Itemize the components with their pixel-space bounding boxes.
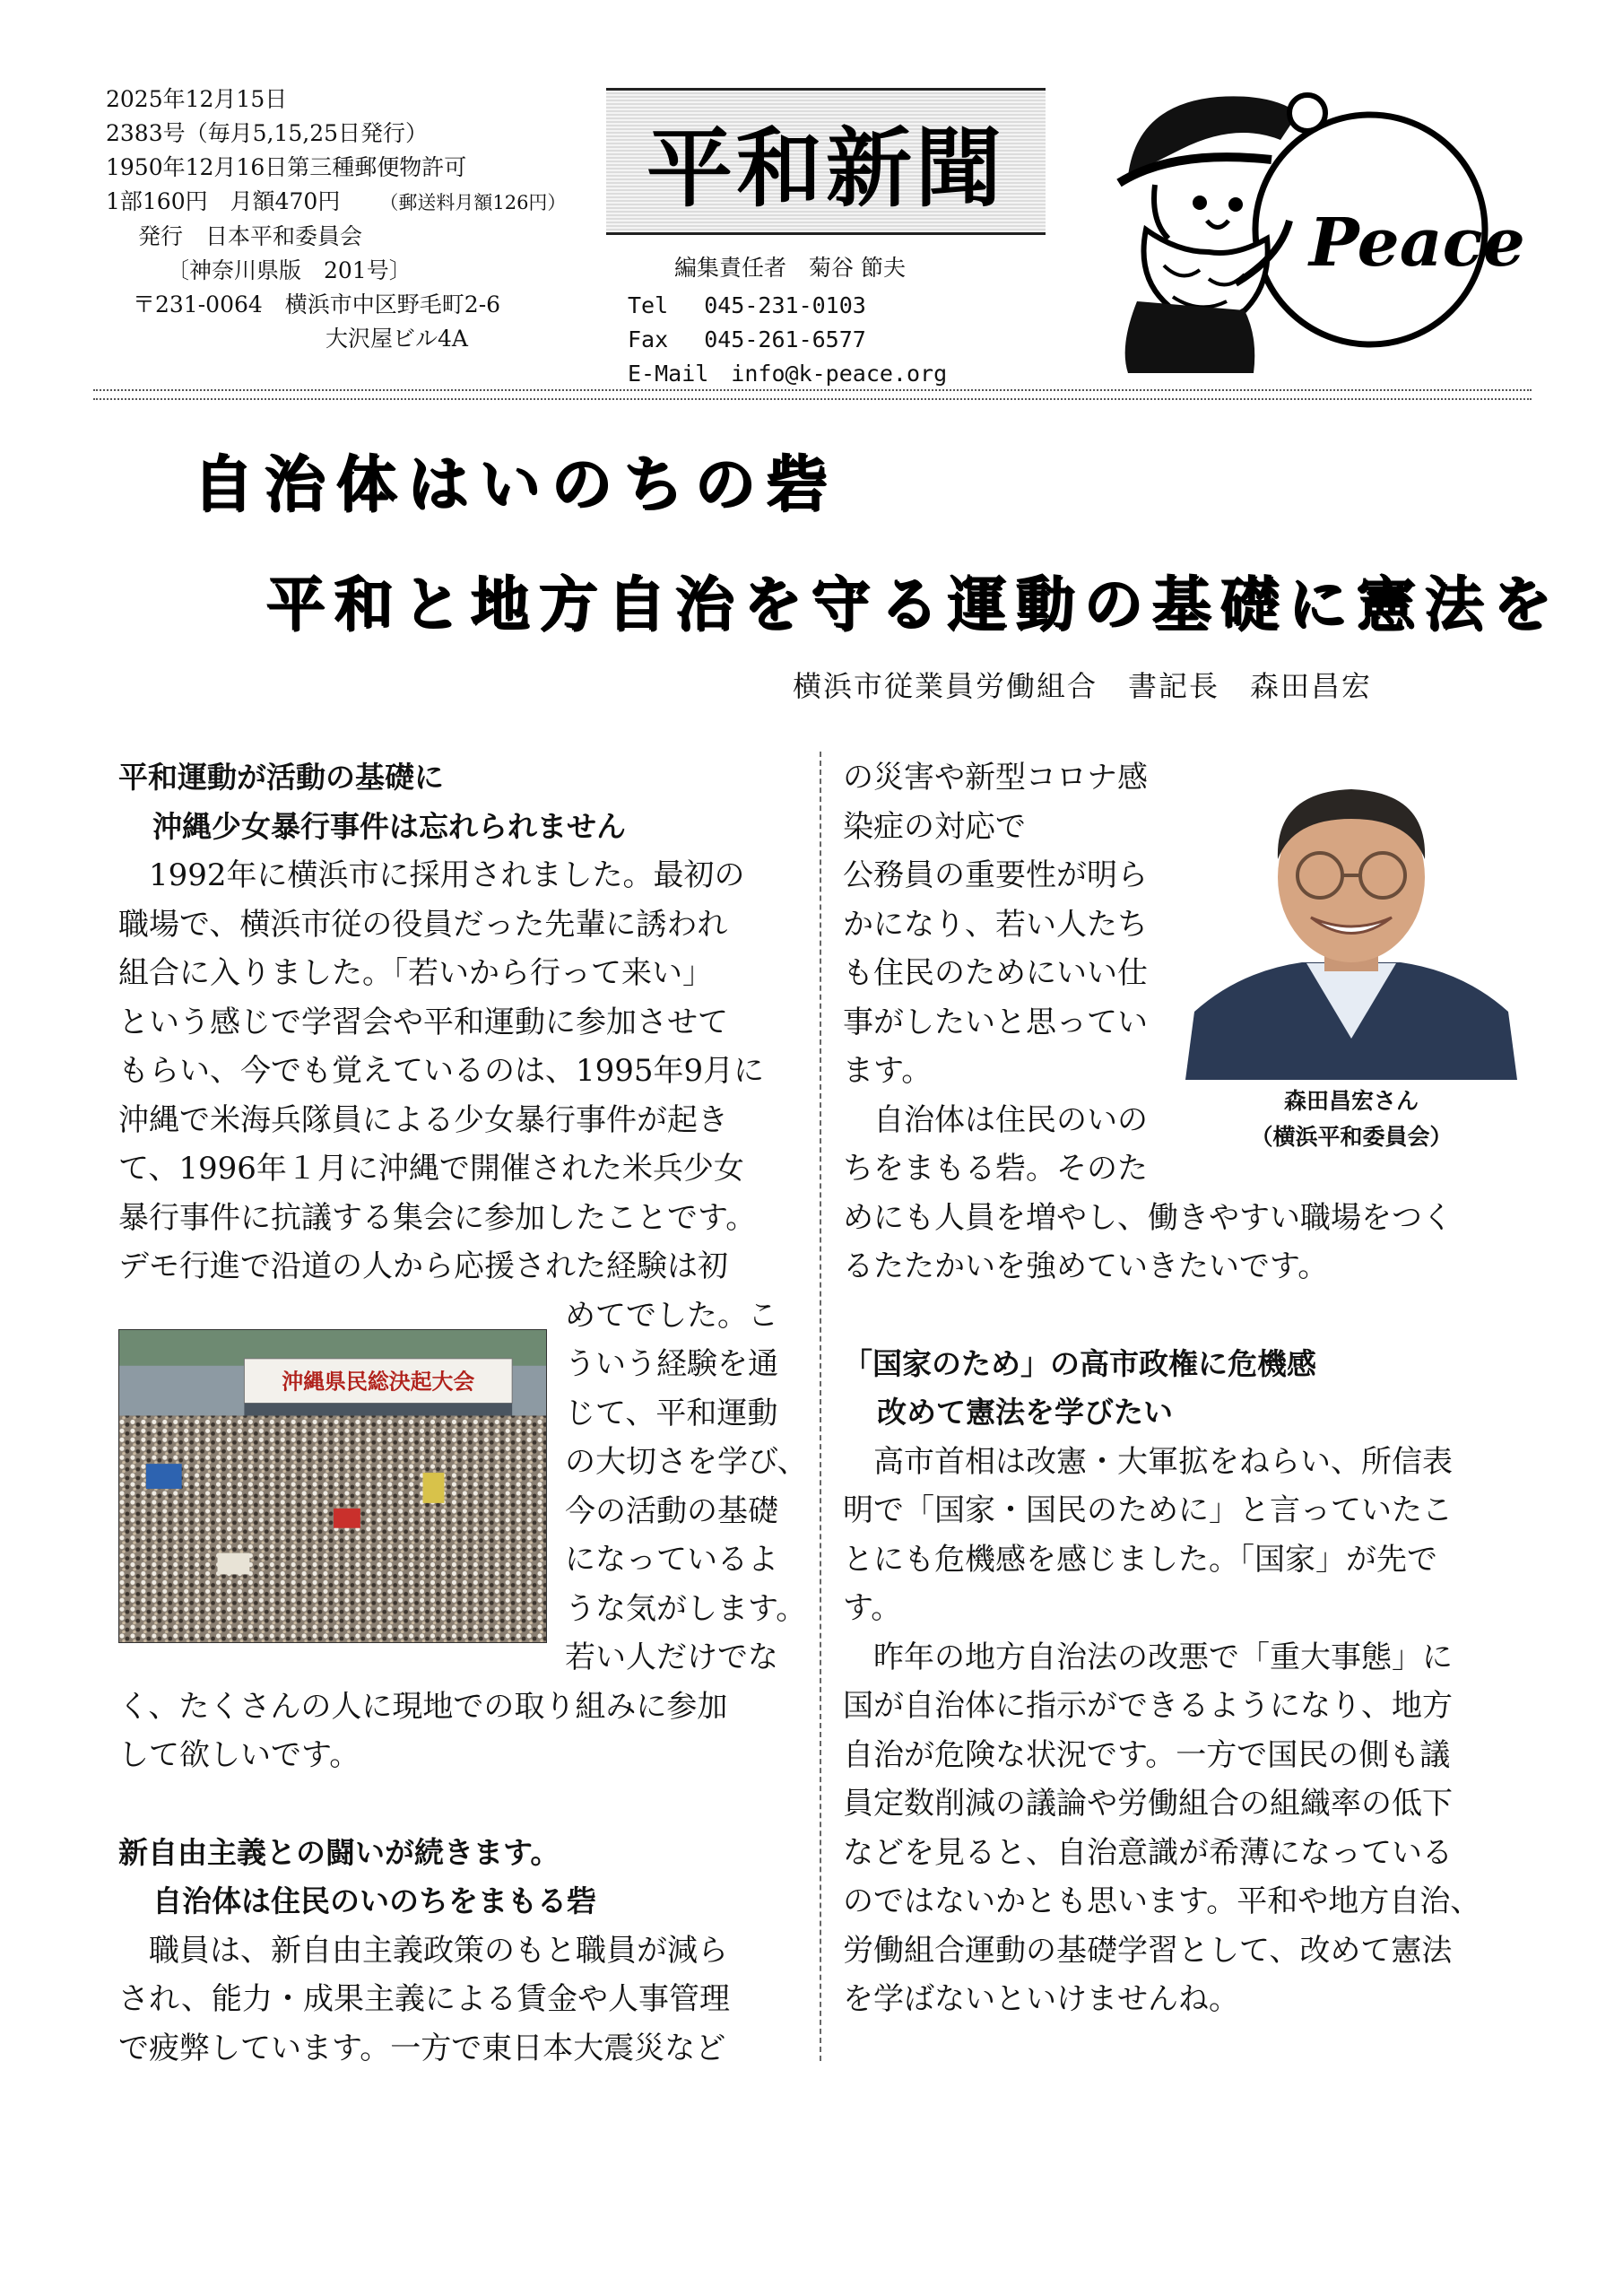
santa-claus-icon [1101,77,1525,373]
text-line: 職場で、横浜市従の役員だった先輩に誘われ [118,906,728,943]
text-line: などを見ると、自治意識が希薄になっている [843,1834,1453,1871]
text-line: もらい、今でも覚えているのは、1995年9月に [118,1053,765,1089]
text-line: 染症の対応で [843,808,1026,845]
text-line: のではないかとも思います。平和や地方自治、 [843,1883,1481,1919]
headline-sub: 平和と地方自治を守る運動の基礎に憲法を [265,570,1560,639]
text-line: 員定数削減の議論や労働組合の組織率の低下 [843,1786,1453,1822]
text-line: うな気がします。 [565,1590,807,1627]
edition: 〔神奈川県版 201号〕 [167,257,412,283]
price-line: 1部160円 月額470円 （郵送料月額126円） [106,188,567,214]
text-line: めにも人員を増やし、働きやすい職場をつく [843,1199,1453,1236]
publisher: 発行 日本平和委員会 [138,223,363,249]
text-line: 公務員の重要性が明ら [843,857,1148,893]
text-line: 今の活動の基礎 [565,1492,778,1529]
text-line: 昨年の地方自治法の改悪で「重大事態」に [843,1639,1453,1675]
text-line: を学ばないといけませんね。 [843,1981,1239,2017]
text-line: るたたかいを強めていきたいです。 [843,1248,1329,1284]
text-line: ういう経験を通 [565,1346,778,1382]
section-1-title: 平和運動が活動の基礎に [118,760,444,795]
text-line: て、1996年１月に沖縄で開催された米兵少女 [118,1151,744,1187]
text-line: 組合に入りました。「若いから行って来い」 [118,955,713,991]
text-line: 自治体は住民のいの [843,1101,1148,1138]
text-line: めてでした。こ [565,1297,778,1334]
text-line: く、たくさんの人に現地での取り組みに参加 [118,1688,728,1725]
caption-org: （横浜平和委員会） [1250,1124,1453,1150]
text-line: 自治が危険な状況です。一方で国民の側も議 [843,1736,1451,1773]
rally-photo [118,1329,547,1643]
publication-info [106,83,608,356]
tel: Tel 045-231-0103 [628,292,866,318]
section-2-title: 新自由主義との闘いが続きます。 [118,1834,560,1870]
text-line: で疲弊しています。一方で東日本大震災など [118,2030,726,2066]
text-line: 職員は、新自由主義政策のもと職員が減ら [118,1932,728,1969]
text-line: じて、平和運動 [565,1395,778,1431]
text-line: かになり、若い人たち [843,906,1148,943]
text-line: も住民のためにいい仕 [843,955,1148,991]
text-line: 暴行事件に抗議する集会に参加したことです。 [118,1199,757,1236]
caption-name: 森田昌宏さん [1283,1088,1419,1114]
text-line: す。 [843,1590,902,1626]
header-divider [93,389,1532,400]
masthead [606,88,1046,235]
author-photo [1185,770,1517,1080]
text-line: して欲しいです。 [118,1737,360,1773]
masthead-title: 平和新聞 [647,117,1005,219]
text-line: 国が自治体に指示ができるようになり、地方 [843,1688,1453,1724]
text-line: 明で「国家・国民のために」と言っていたこ [843,1492,1453,1528]
fax: Fax 045-261-6577 [628,326,866,352]
text-line: ちをまもる砦。そのた [843,1151,1148,1187]
section-2-subtitle: 自治体は住民のいのちをまもる砦 [152,1883,596,1918]
logo-text: Peace [1309,204,1525,282]
section-3-subtitle: 改めて憲法を学びたい [877,1395,1173,1430]
address-line-2: 大沢屋ビル4A [325,326,468,352]
text-line: 若い人だけでな [565,1639,778,1675]
text-line: 1992年に横浜市に採用されました。最初の [118,857,745,893]
email: E-Mail info@k-peace.org [628,361,948,387]
text-line: 事がしたいと思ってい [843,1004,1148,1040]
text-line: 沖縄で米海兵隊員による少女暴行事件が起き [118,1101,728,1138]
text-line: の大切さを学び、 [565,1444,808,1480]
text-line: ます。 [843,1053,933,1089]
text-line: 労働組合運動の基礎学習として、改めて憲法 [843,1932,1453,1969]
section-1-subtitle: 沖縄少女暴行事件は忘れられません [152,808,626,844]
author-photo-caption [1185,1083,1517,1155]
column-divider [820,752,821,2061]
text-line: という感じで学習会や平和運動に参加させて [118,1004,728,1040]
text-line: 高市首相は改憲・大軍拡をねらい、所信表 [843,1443,1453,1480]
editor-contact [628,251,1094,391]
section-3-title: 「国家のため」の高市政権に危機感 [843,1345,1316,1381]
text-line: とにも危機感を感じました。「国家」が先で [843,1541,1437,1578]
postage-note: （郵送料月額126円） [379,192,567,213]
text-line: の災害や新型コロナ感 [843,760,1148,796]
address-line-1: 〒231-0064 横浜市中区野毛町2-6 [133,291,501,317]
text-line: デモ行進で沿道の人から応援された経験は初 [118,1248,728,1284]
issue-number: 2383号（毎月5,15,25日発行） [106,120,429,146]
postal-permit: 1950年12月16日第三種郵便物許可 [106,154,467,180]
issue-date: 2025年12月15日 [106,86,288,112]
text-line: され、能力・成果主義による賃金や人事管理 [118,1981,731,2017]
text-line: になっているよ [565,1542,778,1578]
headline-main: 自治体はいのちの砦 [192,449,838,520]
rally-banner-text: 沖縄県民総決起大会 [282,1369,475,1395]
byline: 横浜市従業員労働組合 書記長 森田昌宏 [793,669,1373,703]
editor-name: 編集責任者 菊谷 節夫 [674,255,906,281]
